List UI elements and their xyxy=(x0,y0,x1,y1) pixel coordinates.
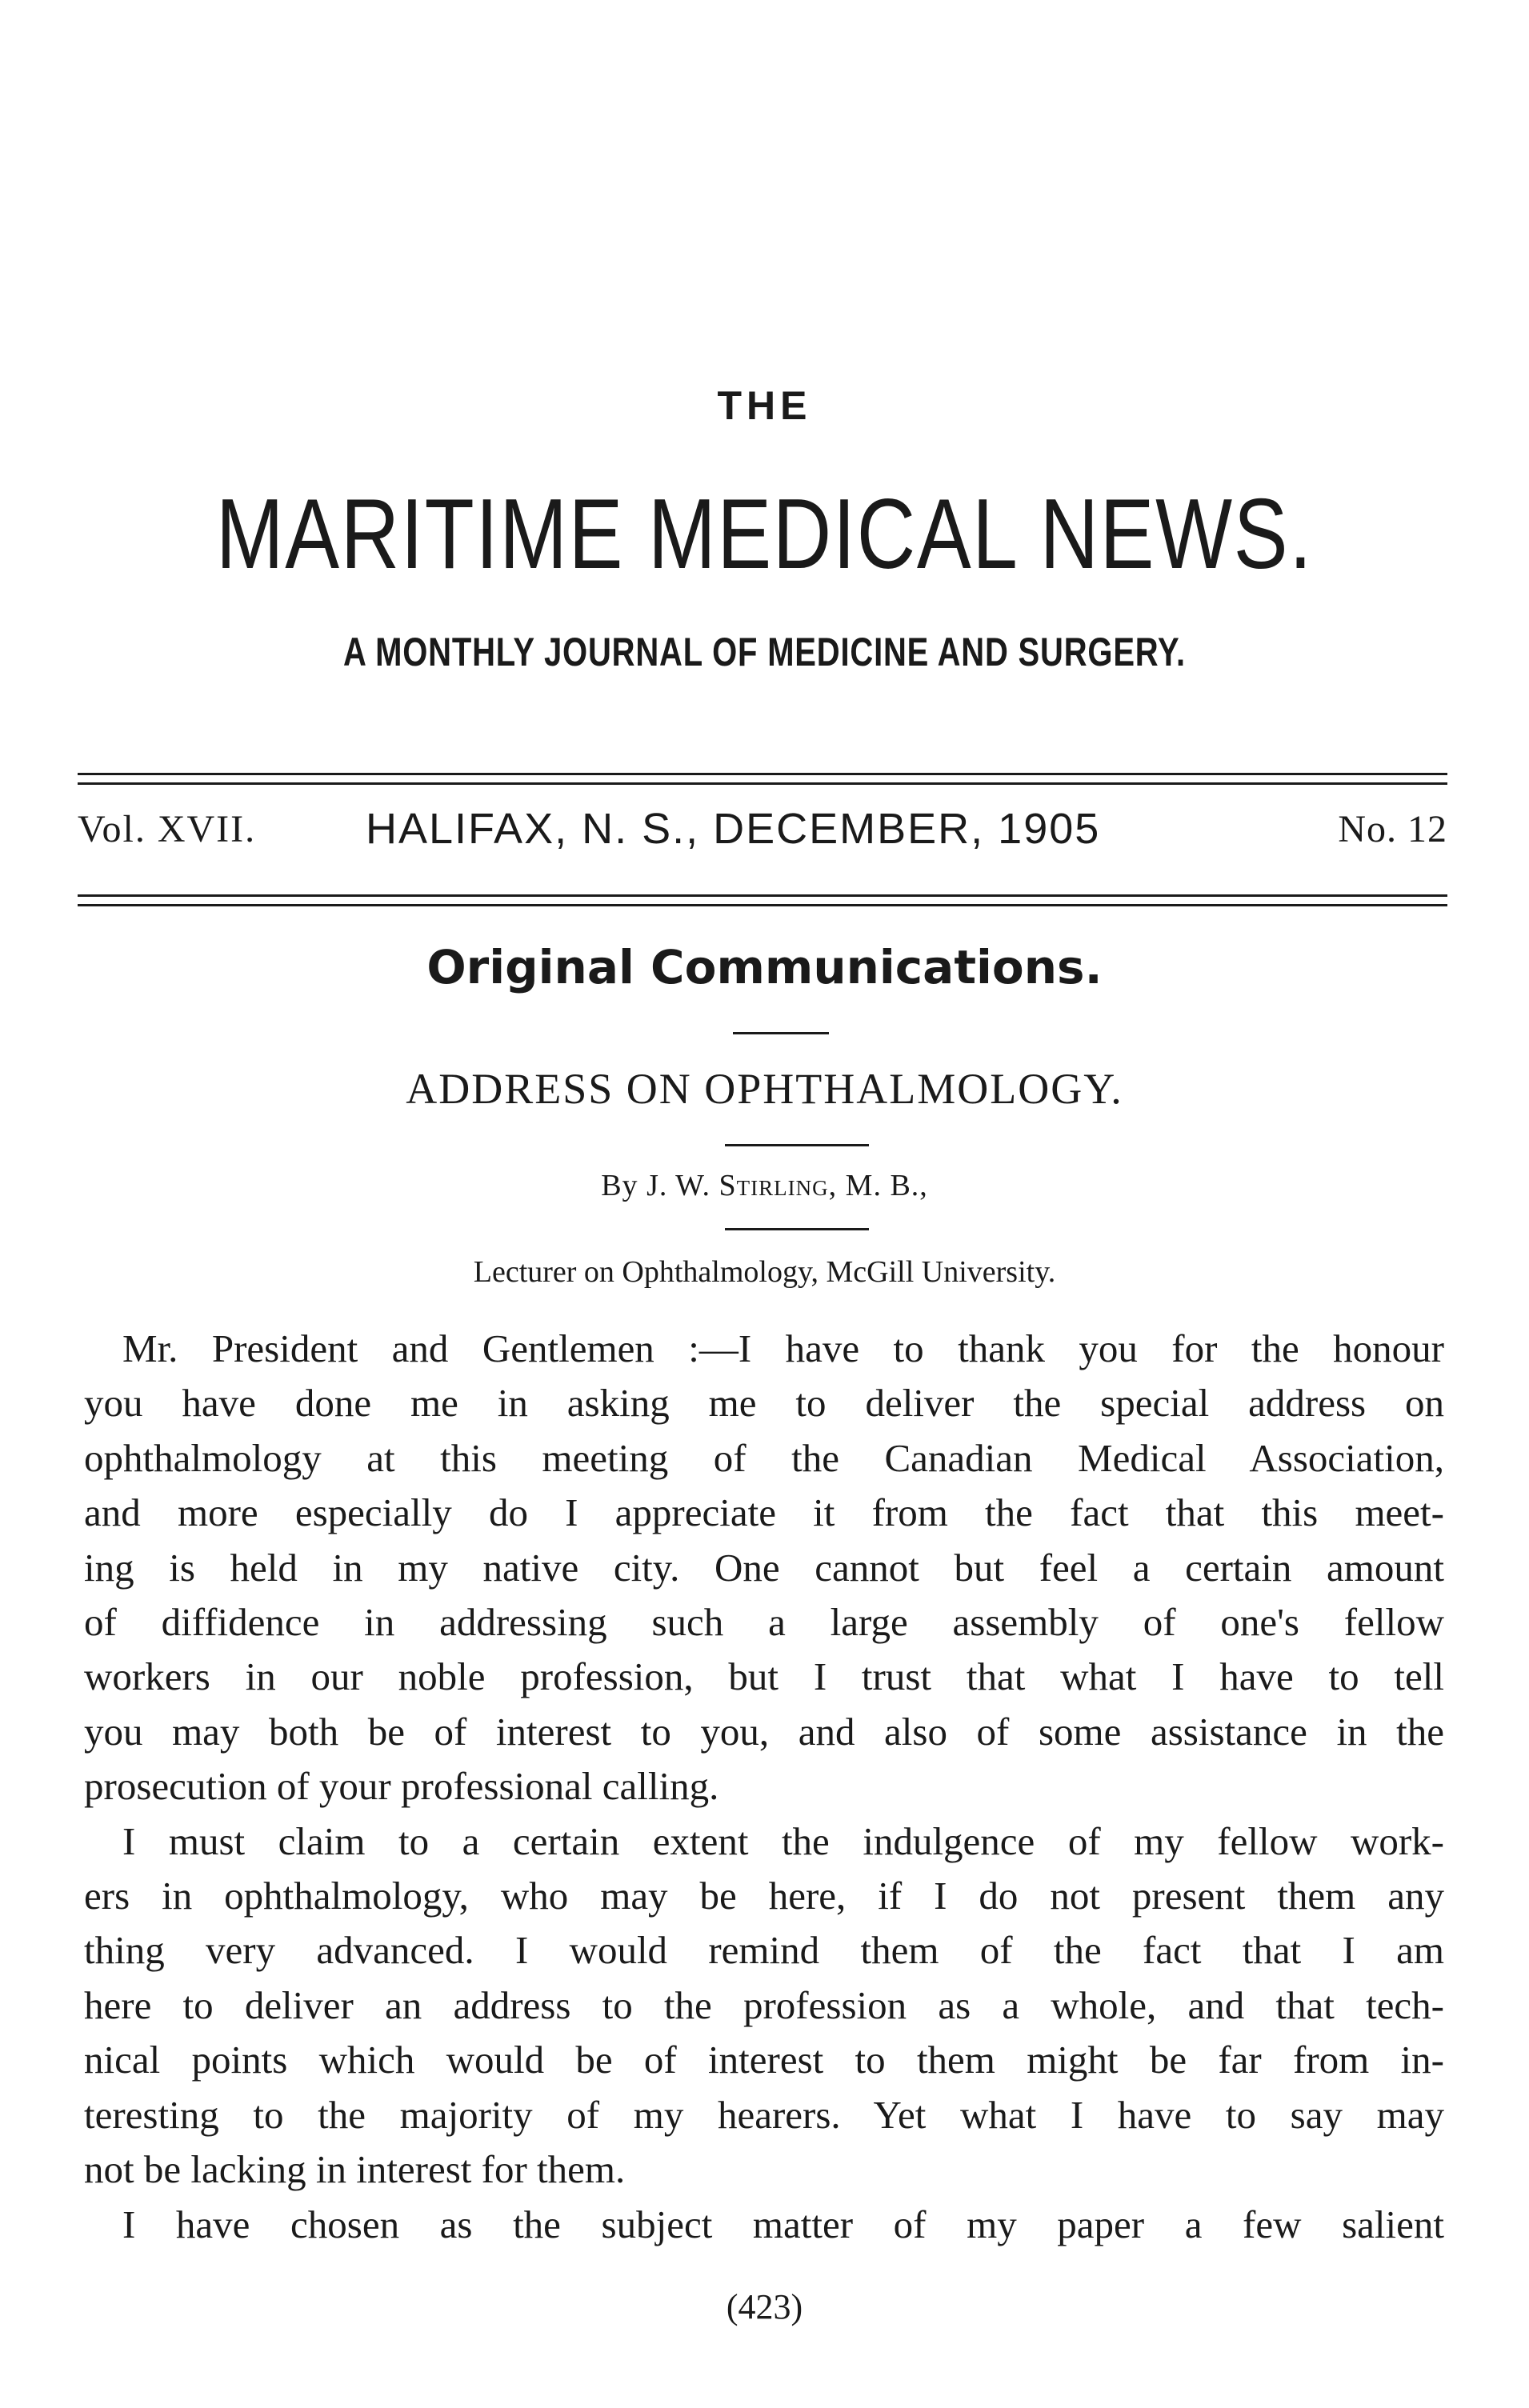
body-line: ophthalmology at this meeting of the Canadian Medical Association, xyxy=(84,1435,1444,1480)
body-line: Mr. President and Gentlemen :—I have to thank you for the honour xyxy=(122,1326,1444,1370)
section-heading: Original Communications. xyxy=(426,940,1103,994)
article-title: ADDRESS ON OPHTHALMOLOGY. xyxy=(406,1065,1123,1113)
bottom-rule-lower xyxy=(78,904,1447,906)
body-line: of diffidence in addressing such a large assembly of one's fellow xyxy=(84,1600,1444,1645)
body-line: prosecution of your professional calling. xyxy=(84,1764,719,1809)
separator-rule xyxy=(733,1032,829,1034)
place-date: HALIFAX, N. S., DECEMBER, 1905 xyxy=(366,805,1101,853)
body-line: and more especially do I appreciate it from the fact that this meet- xyxy=(84,1490,1444,1535)
body-line: ers in ophthalmology, who may be here, if I do not present them any xyxy=(84,1874,1444,1918)
body-line: workers in our noble profession, but I trust that what I have to tell xyxy=(84,1654,1444,1699)
body-line: teresting to the majority of my hearers. Yet what I have to say may xyxy=(84,2092,1444,2137)
journal-title: MARITIME MEDICAL NEWS. xyxy=(215,479,1314,590)
issue-number: No. 12 xyxy=(1338,808,1447,850)
top-rule-lower xyxy=(78,782,1447,785)
body-line: thing very advanced. I would remind them of the fact that I am xyxy=(84,1928,1444,1973)
journal-subtitle: A MONTHLY JOURNAL OF MEDICINE AND SURGERY. xyxy=(343,630,1186,674)
top-rule-upper xyxy=(78,773,1447,775)
body-line: ing is held in my native city. One cannot but feel a certain amount xyxy=(84,1545,1444,1590)
byline-prefix: By xyxy=(601,1169,638,1202)
body-line: nical points which would be of interest to them might be far from in- xyxy=(84,2038,1444,2082)
masthead-article: THE xyxy=(717,383,812,428)
article-body xyxy=(84,1322,1444,2252)
body-line: not be lacking in interest for them. xyxy=(84,2147,626,2192)
author-name: J. W. Stirling, M. B., xyxy=(646,1169,928,1202)
volume-label: Vol. XVII. xyxy=(78,808,257,850)
body-line: I have chosen as the subject matter of my paper a few salient xyxy=(122,2202,1444,2246)
separator-rule xyxy=(725,1228,869,1230)
body-line: here to deliver an address to the profession as a whole, and that tech- xyxy=(84,1982,1444,2027)
body-line: you may both be of interest to you, and also of some assistance in the xyxy=(84,1709,1444,1754)
separator-rule xyxy=(725,1144,869,1146)
issue-line xyxy=(78,804,1447,868)
author-affiliation: Lecturer on Ophthalmology, McGill University. xyxy=(473,1255,1056,1289)
body-line: you have done me in asking me to deliver the special address on xyxy=(84,1381,1444,1426)
body-line: I must claim to a certain extent the indulgence of my fellow work- xyxy=(122,1818,1444,1863)
byline xyxy=(0,1168,1529,1203)
page-number: (423) xyxy=(726,2287,803,2326)
bottom-rule-upper xyxy=(78,894,1447,897)
